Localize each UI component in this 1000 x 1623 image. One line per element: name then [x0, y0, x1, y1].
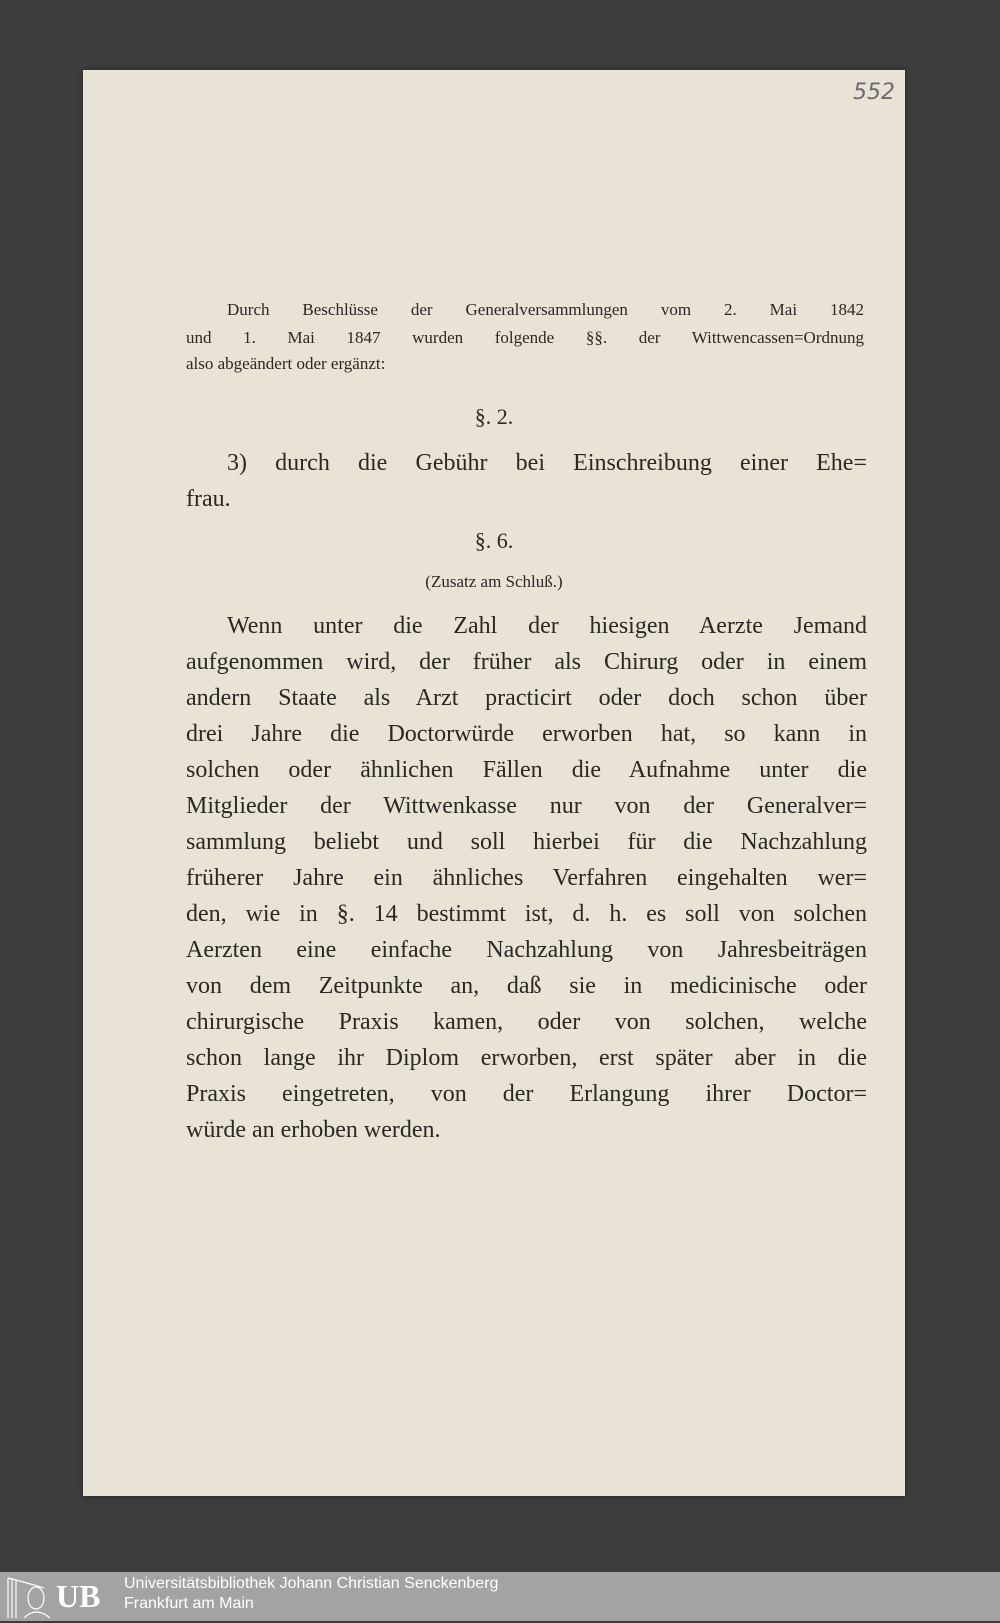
section-6-line: würde an erhoben werden. [186, 1117, 441, 1143]
section-6-line: von dem Zeitpunkte an, daß sie in medicinische oder [186, 973, 867, 999]
section-6-line: solchen oder ähnlichen Fällen die Aufnahme unter die [186, 757, 867, 783]
section-6-line: aufgenommen wird, der früher als Chirurg oder in einem [186, 649, 867, 675]
logo-text: UB [56, 1578, 101, 1614]
section-6-line: chirurgische Praxis kamen, oder von solchen, welche [186, 1009, 867, 1035]
section-6-line: Wenn unter die Zahl der hiesigen Aerzte Jemand [227, 613, 867, 639]
section-6-line: drei Jahre die Doctorwürde erworben hat, so kann in [186, 721, 867, 747]
section-6-line: Praxis eingetreten, von der Erlangung ihrer Doctor= [186, 1081, 867, 1107]
section-6-line: Mitglieder der Wittwenkasse nur von der Generalver= [186, 793, 867, 819]
section-6-line: früherer Jahre ein ähnliches Verfahren eingehalten wer= [186, 865, 867, 891]
section-6-line: sammlung beliebt und soll hierbei für die Nachzahlung [186, 829, 867, 855]
intro-line: Durch Beschlüsse der Generalversammlungen vom 2. Mai 1842 [227, 300, 864, 319]
library-name: Universitätsbibliothek Johann Christian Senckenberg [124, 1575, 499, 1592]
folio-number: 552 [853, 80, 895, 105]
intro-line: also abgeändert oder ergänzt: [186, 354, 386, 373]
section-6-line: Aerzten eine einfache Nachzahlung von Jahresbeiträgen [186, 937, 867, 963]
section-6-line: den, wie in §. 14 bestimmt ist, d. h. es soll von solchen [186, 901, 867, 927]
section-6-heading: §. 6. [474, 528, 514, 553]
section-2-line: 3) durch die Gebühr bei Einschreibung einer Ehe= [227, 450, 867, 476]
document-page [83, 70, 905, 1496]
section-6-line: andern Staate als Arzt practicirt oder doch schon über [186, 685, 867, 711]
library-city: Frankfurt am Main [124, 1595, 254, 1612]
section-6-subheading: (Zusatz am Schluß.) [425, 572, 563, 591]
intro-line: und 1. Mai 1847 wurden folgende §§. der Wittwencassen=Ordnung [186, 328, 864, 347]
library-crest-icon [4, 1576, 54, 1618]
library-footer [0, 1572, 1000, 1621]
section-2-heading: §. 2. [474, 404, 514, 429]
section-6-line: schon lange ihr Diplom erworben, erst später aber in die [186, 1045, 867, 1071]
ub-logo [4, 1576, 114, 1618]
section-2-line: frau. [186, 486, 231, 512]
